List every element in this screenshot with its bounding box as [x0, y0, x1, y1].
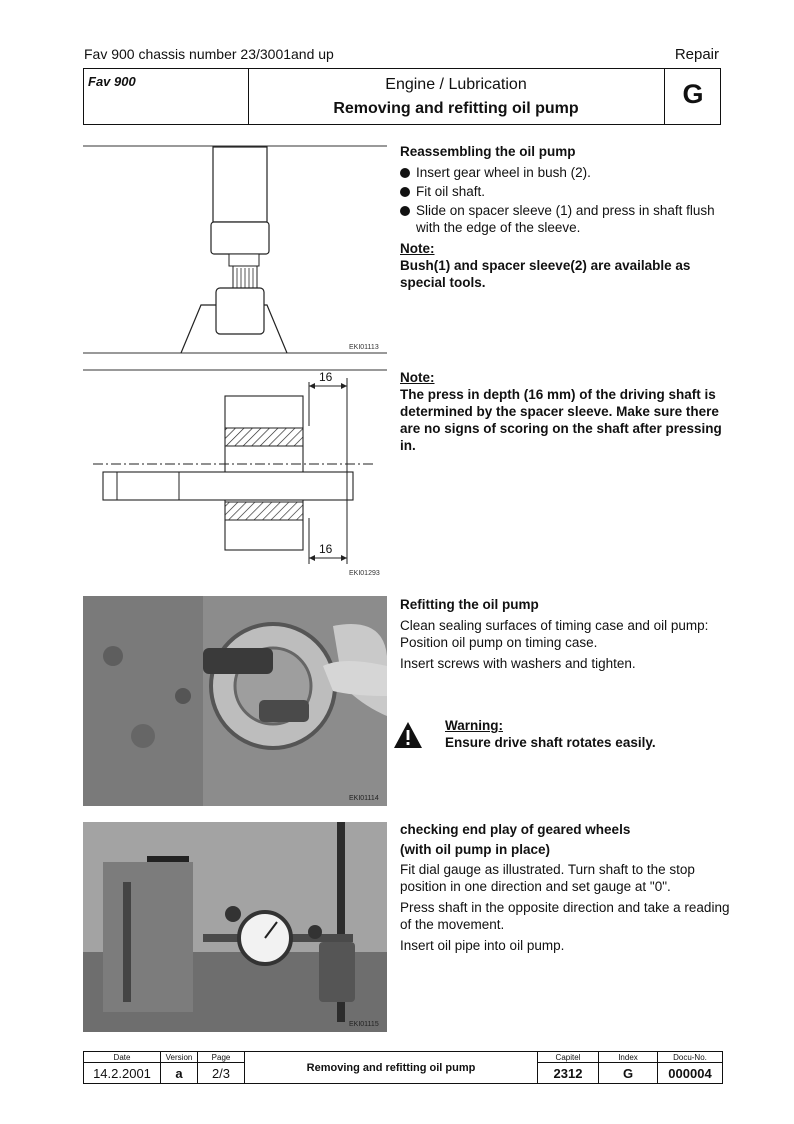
note-title: Note:: [400, 370, 435, 385]
paragraph: Insert oil pipe into oil pump.: [400, 938, 565, 953]
document-header: [83, 68, 721, 125]
header-category: Engine / Lubrication: [385, 76, 527, 93]
section-title: Refitting the oil pump: [400, 597, 539, 612]
oil-pump-photo: [83, 596, 387, 806]
bullet-icon: [400, 206, 410, 216]
page-category: Repair: [674, 46, 719, 63]
photo-dial-gauge: [83, 822, 387, 1032]
paragraph: Press shaft in the opposite direction and take a reading of the movement.: [400, 900, 730, 932]
section-end-play: [400, 821, 730, 958]
version-label: Version: [161, 1052, 198, 1063]
document-footer: [83, 1051, 723, 1084]
note-text: The press in depth (16 mm) of the driving shaft is determined by the spacer sleeve. Make sure there are no signs of scoring on the shaft after pressing in.: [400, 387, 722, 453]
docu-value: 000004: [658, 1063, 723, 1084]
footer-title: Removing and refitting oil pump: [245, 1052, 538, 1084]
header-index: G: [682, 79, 704, 109]
section-subtitle: (with oil pump in place): [400, 842, 550, 857]
list-item: Fit oil shaft.: [400, 183, 730, 200]
section-press-depth-note: [400, 369, 730, 454]
model-name: Fav 900: [88, 74, 136, 89]
bullet-list: [400, 164, 730, 236]
section-title: checking end play of geared wheels: [400, 822, 631, 837]
figure-press-depth: [83, 368, 387, 580]
section-refitting: [400, 596, 730, 676]
warning-icon: [393, 720, 423, 750]
paragraph: Clean sealing surfaces of timing case and oil pump: Position oil pump on timing case.: [400, 618, 709, 650]
press-depth-drawing: [83, 368, 387, 580]
press-shaft-drawing: [83, 145, 387, 355]
paragraph: Insert screws with washers and tighten.: [400, 656, 636, 671]
version-value: a: [161, 1063, 198, 1084]
section-reassembling: [400, 143, 730, 291]
capitel-value: 2312: [538, 1063, 599, 1084]
section-title: Reassembling the oil pump: [400, 144, 576, 159]
page-label: Page: [198, 1052, 245, 1063]
warning-text: Ensure drive shaft rotates easily.: [445, 735, 656, 750]
figure-code: EKI01115: [349, 1021, 379, 1028]
bullet-icon: [400, 168, 410, 178]
dial-gauge-photo: [83, 822, 387, 1032]
index-value: G: [599, 1063, 658, 1084]
paragraph: Fit dial gauge as illustrated. Turn shaft to the stop position in one direction and set gauge at "0".: [400, 862, 695, 894]
header-title: Removing and refitting oil pump: [333, 100, 579, 117]
dimension-top: 16: [319, 370, 333, 384]
note-title: Note:: [400, 241, 435, 256]
figure-code: EKI01293: [349, 570, 380, 577]
list-item: Insert gear wheel in bush (2).: [400, 164, 730, 181]
date-label: Date: [84, 1052, 161, 1063]
warning-title: Warning:: [445, 718, 503, 733]
page-value: 2/3: [198, 1063, 245, 1084]
figure-press-shaft: [83, 145, 387, 355]
capitel-label: Capitel: [538, 1052, 599, 1063]
figure-code: EKI01113: [349, 344, 379, 351]
warning-block: [445, 717, 725, 751]
dimension-bottom: 16: [319, 542, 333, 556]
date-value: 14.2.2001: [84, 1063, 161, 1084]
photo-oil-pump-timing-case: [83, 596, 387, 806]
list-item: Slide on spacer sleeve (1) and press in shaft flush with the edge of the sleeve.: [400, 202, 730, 236]
docu-label: Docu-No.: [658, 1052, 723, 1063]
bullet-icon: [400, 187, 410, 197]
chassis-range: Fav 900 chassis number 23/3001and up: [84, 46, 334, 62]
index-label: Index: [599, 1052, 658, 1063]
figure-code: EKI01114: [349, 795, 379, 802]
note-text: Bush(1) and spacer sleeve(2) are available as special tools.: [400, 258, 691, 290]
